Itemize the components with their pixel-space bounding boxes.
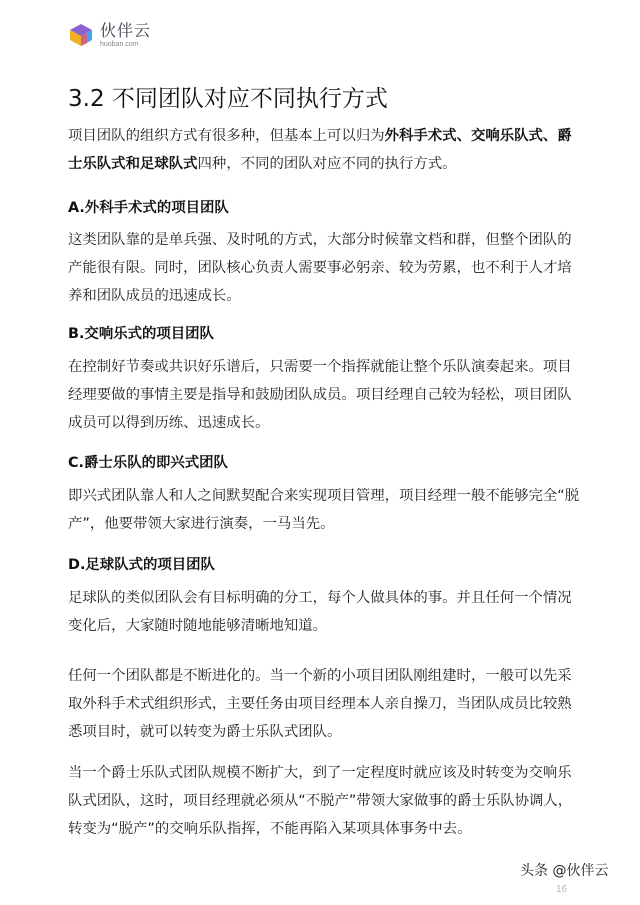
subsection-heading-a: A.外科手术式的项目团队 (68, 200, 229, 216)
intro-paragraph (68, 122, 580, 178)
logo-text: 伙伴云 (100, 20, 152, 40)
closing-paragraph-2: 当一个爵士乐队式团队规模不断扩大，到了一定程度时就应该及时转变为交响乐队式团队，这时，项目经理就必须从“不脱产”带领大家做事的爵士乐队协调人，转变为“脱产”的交响乐队指挥，不能再陷入某项具体事务中去。 (68, 765, 573, 837)
page-number: 16 (556, 884, 568, 895)
intro-text-2: 四种，不同的团队对应不同的执行方式。 (197, 156, 457, 172)
section-title: 3.2 不同团队对应不同执行方式 (68, 86, 388, 112)
footer-watermark: 头条 @伙伴云 (520, 863, 609, 879)
subsection-body-d: 足球队的类似团队会有目标明确的分工，每个人做具体的事。并且任何一个情况变化后，大家随时随地能够清晰地知道。 (68, 590, 572, 634)
subsection-heading-b: B.交响乐式的项目团队 (68, 326, 214, 342)
subsection-heading-d: D.足球队式的项目团队 (68, 557, 215, 573)
brand-logo (68, 22, 151, 48)
intro-bold-team-types: 外科手术式、交响乐队式、爵士乐队式和足球队式 (68, 128, 572, 172)
subsection-heading-c: C.爵士乐队的即兴式团队 (68, 455, 228, 471)
logo-subtext: huoban.com (100, 40, 139, 48)
subsection-body-c: 即兴式团队靠人和人之间默契配合来实现项目管理，项目经理一般不能够完全“脱产”，他要带领大家进行演奏，一马当先。 (68, 488, 580, 532)
subsection-body-b: 在控制好节奏或共识好乐谱后，只需要一个指挥就能让整个乐队演奏起来。项目经理要做的事情主要是指导和鼓励团队成员。项目经理自己较为轻松，项目团队成员可以得到历练、迅速成长。 (68, 359, 572, 431)
closing-paragraph-1: 任何一个团队都是不断进化的。当一个新的小项目团队刚组建时，一般可以先采取外科手术式组织形式，主要任务由项目经理本人亲自操刀，当团队成员比较熟悉项目时，就可以转变为爵士乐队式团队。 (68, 668, 572, 740)
subsection-body-a: 这类团队靠的是单兵强、及时吼的方式，大部分时候靠文档和群，但整个团队的产能很有限。同时，团队核心负责人需要事必躬亲、较为劳累，也不利于人才培养和团队成员的迅速成长。 (68, 232, 572, 304)
huoban-logo-icon (68, 22, 94, 48)
intro-text-1: 项目团队的组织方式有很多种，但基本上可以归为 (68, 128, 385, 144)
